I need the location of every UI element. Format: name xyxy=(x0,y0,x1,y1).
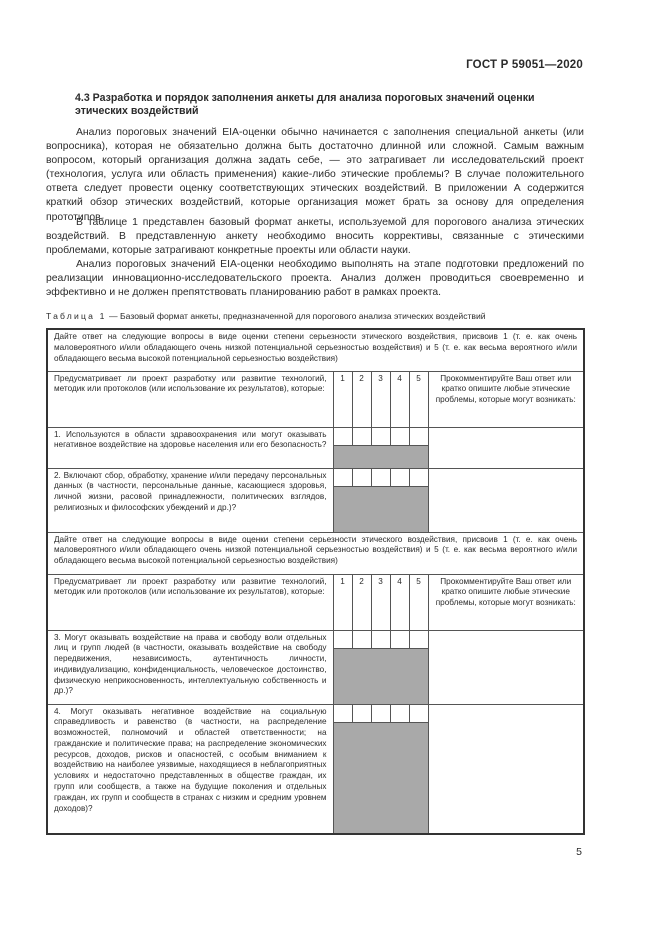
q2-score-2-cell[interactable] xyxy=(352,468,371,486)
header-row xyxy=(47,371,584,427)
q2-score-5-cell[interactable] xyxy=(409,468,428,486)
scale-2-header-2: 2 xyxy=(352,574,371,630)
question-4-text: 4. Могут оказывать негативное воздействие на социальную справедливость и равенство (в частности, на распределение возможностей, полномочий и областей ответственности; на гражданские и политические права; на распределение экономических ресурсов, доходов, рисков и опасностей, с особым вниманием к воздействию на наиболее уязвимые, находящиеся в неблагоприятных условиях и недостаточно представленных в обществе граждан, их групп или сообществ, а также на будущие поколения и отдельных граждан, их групп и сообществ в странах с низким и средним уровнем доходов)? xyxy=(47,704,333,834)
question-3-text: 3. Могут оказывать воздействие на права и свободу воли отдельных лиц и групп людей (в частности, оказывать воздействие на свободу передвижения, независимость, аутентичность личности, индивидуализацию, конфиденциальность, человеческое достоинство, физическую неприкосновенность, интеллектуальную собственность и др.)? xyxy=(47,630,333,704)
instruction-row xyxy=(47,329,584,371)
q4-shaded-area xyxy=(333,722,428,834)
paragraph-3: Анализ пороговых значений EIA-оценки необходимо выполнять на этапе подготовки предложений по реализации инновационно-исследовательского проекта. Анализ должен проводиться своевременно и эффективно и не должен препятствовать планированию работ в рамках проекта. xyxy=(46,259,584,299)
question-2-text: 2. Включают сбор, обработку, хранение и/или передачу персональных данных (в частности, персональные данные, касающиеся здоровья, личной жизни, расовой принадлежности, политических взглядов, религиозных и философских убеждений и др.)? xyxy=(47,468,333,532)
paragraph-2: В таблице 1 представлен базовый формат анкеты, используемой для порогового анализа этических воздействий. В представленную анкету необходимо вносить коррективы, связанные с этическими проблемами, которые затрагивают конкретные проекты или области науки. xyxy=(46,217,584,257)
table-caption-label: Таблица 1 xyxy=(46,311,107,321)
q1-comment-cell[interactable] xyxy=(428,427,584,468)
q3-score-1-cell[interactable] xyxy=(333,630,352,648)
question-1-text: 1. Используются в области здравоохранения или могут оказывать негативное воздействие на здоровье населения или его безопасность? xyxy=(47,427,333,468)
instruction-row-2 xyxy=(47,532,584,574)
comment-header: Прокомментируйте Ваш ответ или кратко опишите любые этические проблемы, которые могут возникать: xyxy=(428,371,584,427)
question-row-4 xyxy=(47,704,584,722)
scale-5-header: 5 xyxy=(409,371,428,427)
instruction-text: Дайте ответ на следующие вопросы в виде оценки степени серьезности этического воздействия, присвоив 1 (т. е. как очень маловероятного и/или обладающего очень низкой потенциальной серьезностью воздействия) и 5 (т. е. как весьма вероятного и/или обладающего весьма высокой потенциальной серьезностью воздействия) xyxy=(47,329,584,371)
q2-score-1-cell[interactable] xyxy=(333,468,352,486)
q4-score-1-cell[interactable] xyxy=(333,704,352,722)
section-title: 4.3 Разработка и порядок заполнения анкеты для анализа пороговых значений оценки этических воздействий xyxy=(75,92,535,117)
scale-1-header-2: 1 xyxy=(333,574,352,630)
q2-shaded-area xyxy=(333,486,428,532)
q2-score-4-cell[interactable] xyxy=(390,468,409,486)
q3-score-5-cell[interactable] xyxy=(409,630,428,648)
q4-score-5-cell[interactable] xyxy=(409,704,428,722)
q2-score-3-cell[interactable] xyxy=(371,468,390,486)
scale-4-header: 4 xyxy=(390,371,409,427)
q3-score-2-cell[interactable] xyxy=(352,630,371,648)
q4-comment-cell[interactable] xyxy=(428,704,584,834)
comment-header-2: Прокомментируйте Ваш ответ или кратко опишите любые этические проблемы, которые могут возникать: xyxy=(428,574,584,630)
scale-3-header-2: 3 xyxy=(371,574,390,630)
q1-score-5-cell[interactable] xyxy=(409,427,428,445)
scale-3-header: 3 xyxy=(371,371,390,427)
q1-score-3-cell[interactable] xyxy=(371,427,390,445)
q1-score-4-cell[interactable] xyxy=(390,427,409,445)
table-caption-text: — Базовый формат анкеты, предназначенной для порогового анализа этических воздействий xyxy=(106,311,486,321)
q3-score-4-cell[interactable] xyxy=(390,630,409,648)
q4-score-3-cell[interactable] xyxy=(371,704,390,722)
scale-5-header-2: 5 xyxy=(409,574,428,630)
q1-score-1-cell[interactable] xyxy=(333,427,352,445)
question-header: Предусматривает ли проект разработку или развитие технологий, методик или протоколов (или использование их результатов), которые: xyxy=(47,371,333,427)
q4-score-4-cell[interactable] xyxy=(390,704,409,722)
q2-comment-cell[interactable] xyxy=(428,468,584,532)
scale-2-header: 2 xyxy=(352,371,371,427)
question-row-1 xyxy=(47,427,584,445)
table-caption xyxy=(46,311,486,321)
q3-score-3-cell[interactable] xyxy=(371,630,390,648)
q3-shaded-area xyxy=(333,648,428,704)
page-number: 5 xyxy=(576,846,582,858)
questionnaire-table xyxy=(46,328,585,835)
question-row-3 xyxy=(47,630,584,648)
q1-shaded-area xyxy=(333,445,428,468)
header-row-2 xyxy=(47,574,584,630)
question-header-2: Предусматривает ли проект разработку или развитие технологий, методик или протоколов (или использование их результатов), которые: xyxy=(47,574,333,630)
q4-score-2-cell[interactable] xyxy=(352,704,371,722)
scale-1-header: 1 xyxy=(333,371,352,427)
paragraph-1: Анализ пороговых значений EIA-оценки обычно начинается с заполнения специальной анкеты (или вопросника), которая не обязательно должна быть достаточно длинной или сложной. Самым важным вопросом, который организация должна задать себе, — это затрагивает ли исследовательский проект (технология, услуга или область применения) какие-либо этические проблемы? В случае положительного ответа следует провести оценку соответствующих этических воздействий. В приложении А содержится краткий обзор этических воздействий, которые организация может брать за основу для определения прототипов. xyxy=(46,127,584,223)
document-header: ГОСТ Р 59051—2020 xyxy=(466,59,583,71)
q1-score-2-cell[interactable] xyxy=(352,427,371,445)
scale-4-header-2: 4 xyxy=(390,574,409,630)
q3-comment-cell[interactable] xyxy=(428,630,584,704)
question-row-2 xyxy=(47,468,584,486)
instruction-text-2: Дайте ответ на следующие вопросы в виде оценки степени серьезности этического воздействия, присвоив 1 (т. е. как очень маловероятного и/или обладающего очень низкой потенциальной серьезностью воздействия) и 5 (т. е. как весьма вероятного и/или обладающего весьма высокой потенциальной серьезностью воздействия) xyxy=(47,532,584,574)
